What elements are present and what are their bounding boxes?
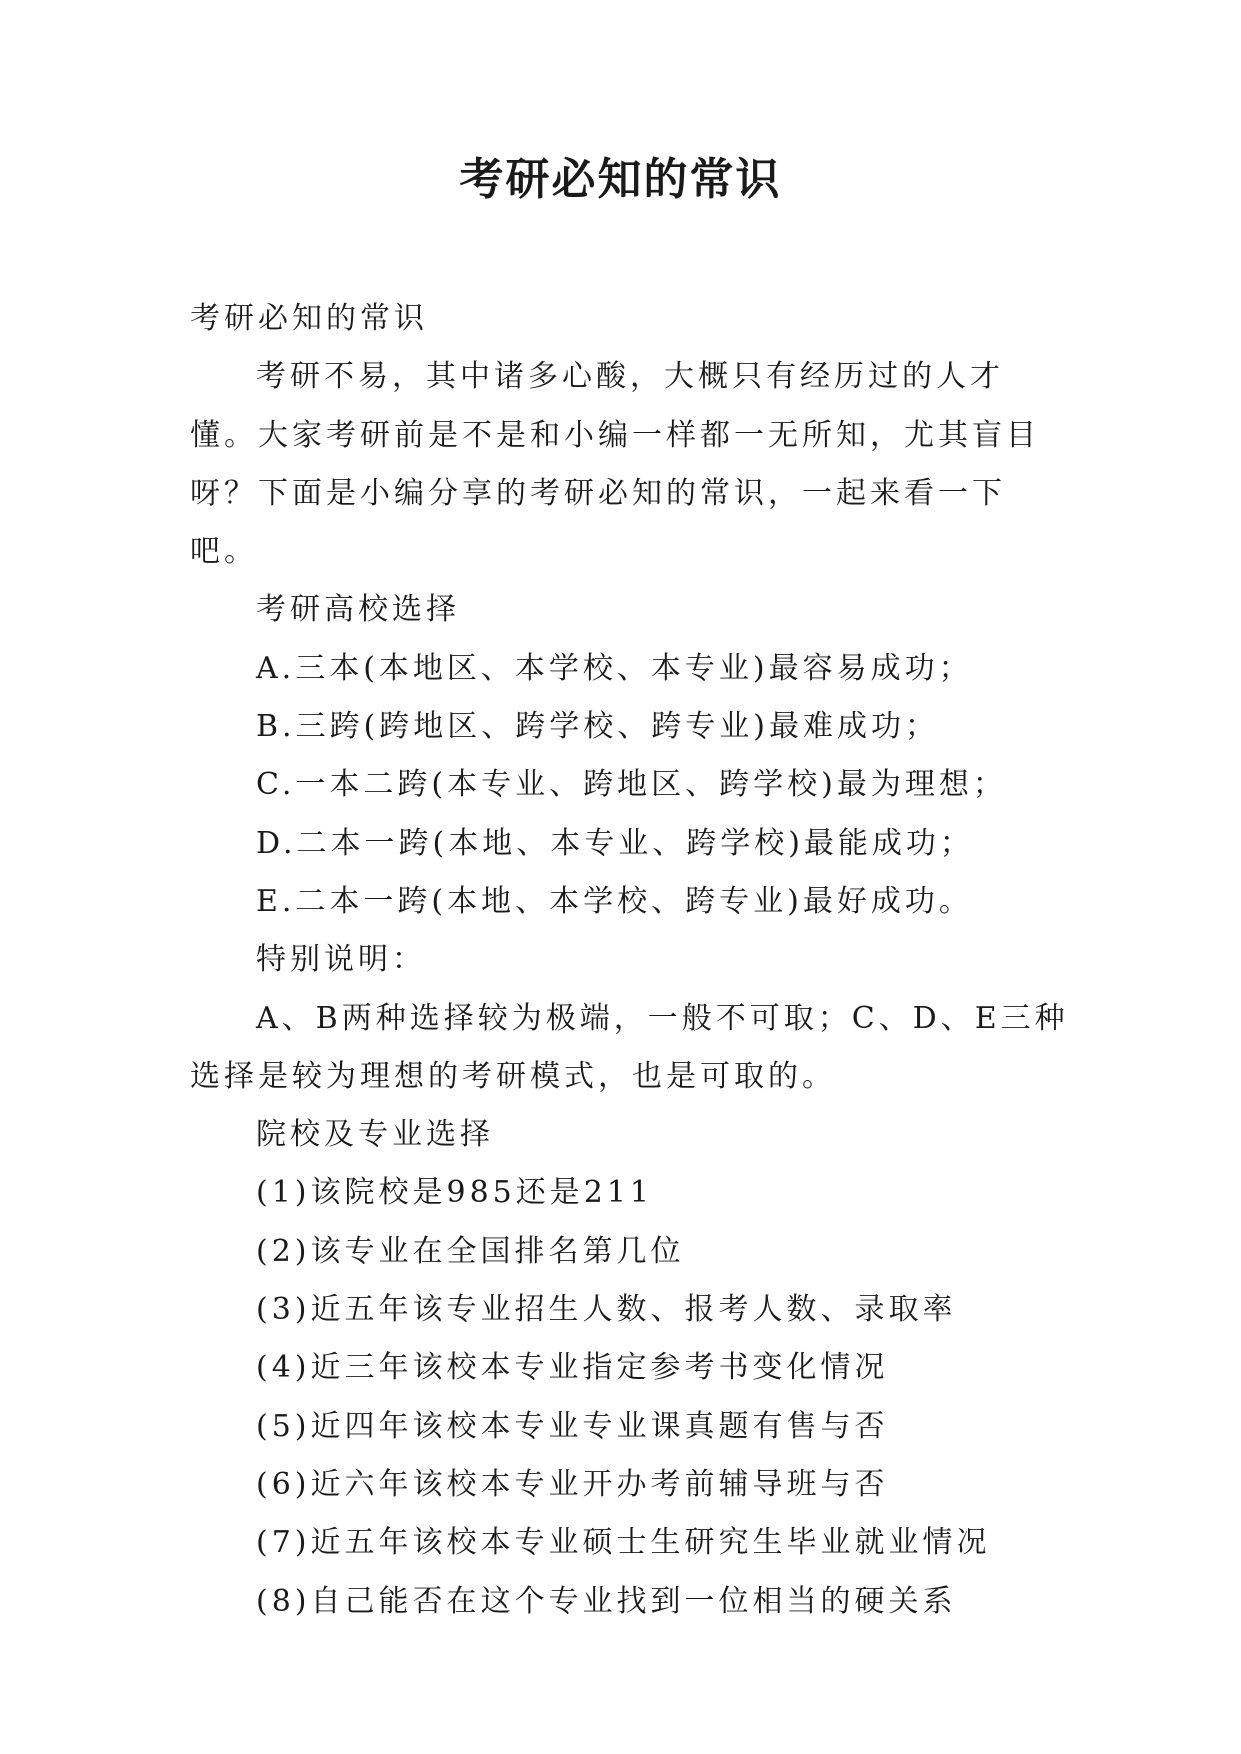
- special-note-heading: 特别说明：: [256, 942, 426, 978]
- list-item-a: A.三本(本地区、本学校、本专业)最容易成功；: [256, 650, 973, 686]
- list-item-4: (4)近三年该校本专业指定参考书变化情况: [256, 1350, 889, 1386]
- list-item-5: (5)近四年该校本专业专业课真题有售与否: [256, 1408, 889, 1444]
- document-body: [190, 290, 1070, 1631]
- list-item-6: (6)近六年该校本专业开办考前辅导班与否: [256, 1466, 889, 1502]
- section-heading-school-choice: 考研高校选择: [256, 592, 460, 628]
- special-note-paragraph: A、B两种选择较为极端，一般不可取；C、D、E三种选择是较为理想的考研模式，也是可取的。: [190, 1000, 1069, 1094]
- list-item-e: E.二本一跨(本地、本学校、跨专业)最好成功。: [256, 883, 973, 919]
- list-item-d: D.二本一跨(本地、本专业、跨学校)最能成功；: [256, 825, 974, 861]
- list-item-8: (8)自己能否在这个专业找到一位相当的硬关系: [256, 1583, 957, 1619]
- list-item-c: C.一本二跨(本专业、跨地区、跨学校)最为理想；: [256, 767, 1007, 803]
- body-heading: 考研必知的常识: [190, 301, 428, 336]
- list-item-3: (3)近五年该专业招生人数、报考人数、录取率: [256, 1292, 957, 1328]
- list-item-7: (7)近五年该校本专业硕士生研究生毕业就业情况: [256, 1525, 991, 1561]
- document-title: 考研必知的常识: [459, 154, 782, 205]
- intro-paragraph: 考研不易，其中诸多心酸，大概只有经历过的人才懂。大家考研前是不是和小编一样都一无所知，尤其盲目呀？下面是小编分享的考研必知的常识，一起来看一下吧。: [190, 359, 1040, 570]
- section-heading-major-choice: 院校及专业选择: [256, 1117, 494, 1153]
- list-item-b: B.三跨(跨地区、跨学校、跨专业)最难成功；: [256, 709, 939, 745]
- list-item-1: (1)该院校是985还是211: [256, 1175, 654, 1211]
- list-item-2: (2)该专业在全国排名第几位: [256, 1233, 685, 1269]
